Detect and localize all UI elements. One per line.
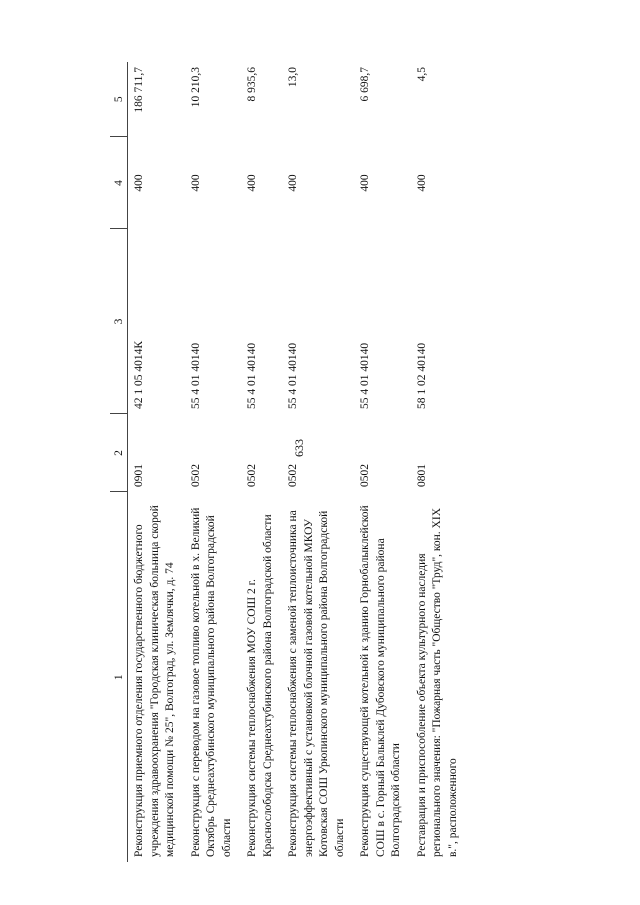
header-col-2: 2	[110, 414, 128, 492]
section-code: 0502	[287, 464, 299, 487]
section-code: 0502	[246, 464, 258, 487]
section-code: 0801	[415, 464, 428, 487]
object-name: Реконструкция существующей котельной к зданию Горнобалыклейской СОШ в с. Горный Балыклей Дубовского муниципального района Волгоградской области	[359, 505, 402, 857]
header-col-3: 3	[110, 229, 128, 414]
object-name: Реставрация и приспособление объекта культурного наследия регионального значения: "Пожарная часть "Общество "Труд", кон. XIX в.", расположенного	[415, 508, 459, 857]
amount: 4,5	[415, 67, 428, 82]
expense-type-code: 400	[189, 174, 202, 192]
section-code: 0901	[133, 464, 145, 487]
expense-type-code: 400	[359, 174, 371, 192]
table-row	[128, 62, 185, 862]
header-col-1: 1	[110, 492, 128, 862]
target-article-code: 55 4 01 40140	[246, 342, 258, 409]
object-name: Реконструкция приемного отделения государственного бюджетного учреждения здравоохранения "Городская клиническая больница скорой медицинской помощи № 25", Волгоград, ул. Землячки, д. 74	[133, 505, 176, 857]
amount: 186 711,7	[133, 67, 145, 113]
amount: 6 698,7	[359, 67, 371, 102]
table-row	[241, 62, 282, 862]
page-number: 633	[292, 439, 306, 457]
budget-table	[110, 62, 467, 862]
target-article-code: 55 4 01 40140	[189, 342, 202, 409]
object-name: Реконструкция системы теплоснабжения с заменой теплоисточника на энергоэффективный с установкой блочной газовой котельной МКОУ Котовская СОШ Урюпинского муниципального района Волгоградской области	[287, 510, 346, 857]
table-body	[128, 62, 468, 862]
table-row	[282, 62, 354, 862]
table-row	[411, 62, 468, 862]
object-name: Реконструкция с переводом на газовое топливо котельной в х. Великий Октябрь Среднеахтубинского муниципального района Волгоградской области	[189, 507, 233, 857]
amount: 10 210,3	[189, 67, 202, 108]
expense-type-code: 400	[133, 174, 145, 192]
expense-type-code: 400	[415, 174, 428, 192]
table-row	[354, 62, 411, 862]
table-header	[110, 62, 128, 862]
budget-table-frame	[110, 62, 570, 862]
header-col-5: 5	[110, 62, 128, 137]
amount: 8 935,6	[246, 67, 258, 102]
target-article-code: 55 4 01 40140	[359, 342, 371, 409]
expense-type-code: 400	[287, 174, 299, 192]
amount: 13,0	[287, 67, 299, 88]
header-col-4: 4	[110, 137, 128, 229]
table-row	[185, 62, 242, 862]
target-article-code: 55 4 01 40140	[287, 342, 299, 409]
rotated-table	[110, 62, 570, 862]
object-name: Реконструкция системы теплоснабжения МОУ СОШ 2 г. Краснослободска Среднеахтубинского района Волгоградской области	[246, 514, 274, 857]
expense-type-code: 400	[246, 174, 258, 192]
target-article-code: 42 1 05 4014К	[133, 340, 145, 409]
section-code: 0502	[359, 464, 371, 487]
section-code: 0502	[189, 464, 202, 487]
target-article-code: 58 1 02 40140	[415, 342, 428, 409]
